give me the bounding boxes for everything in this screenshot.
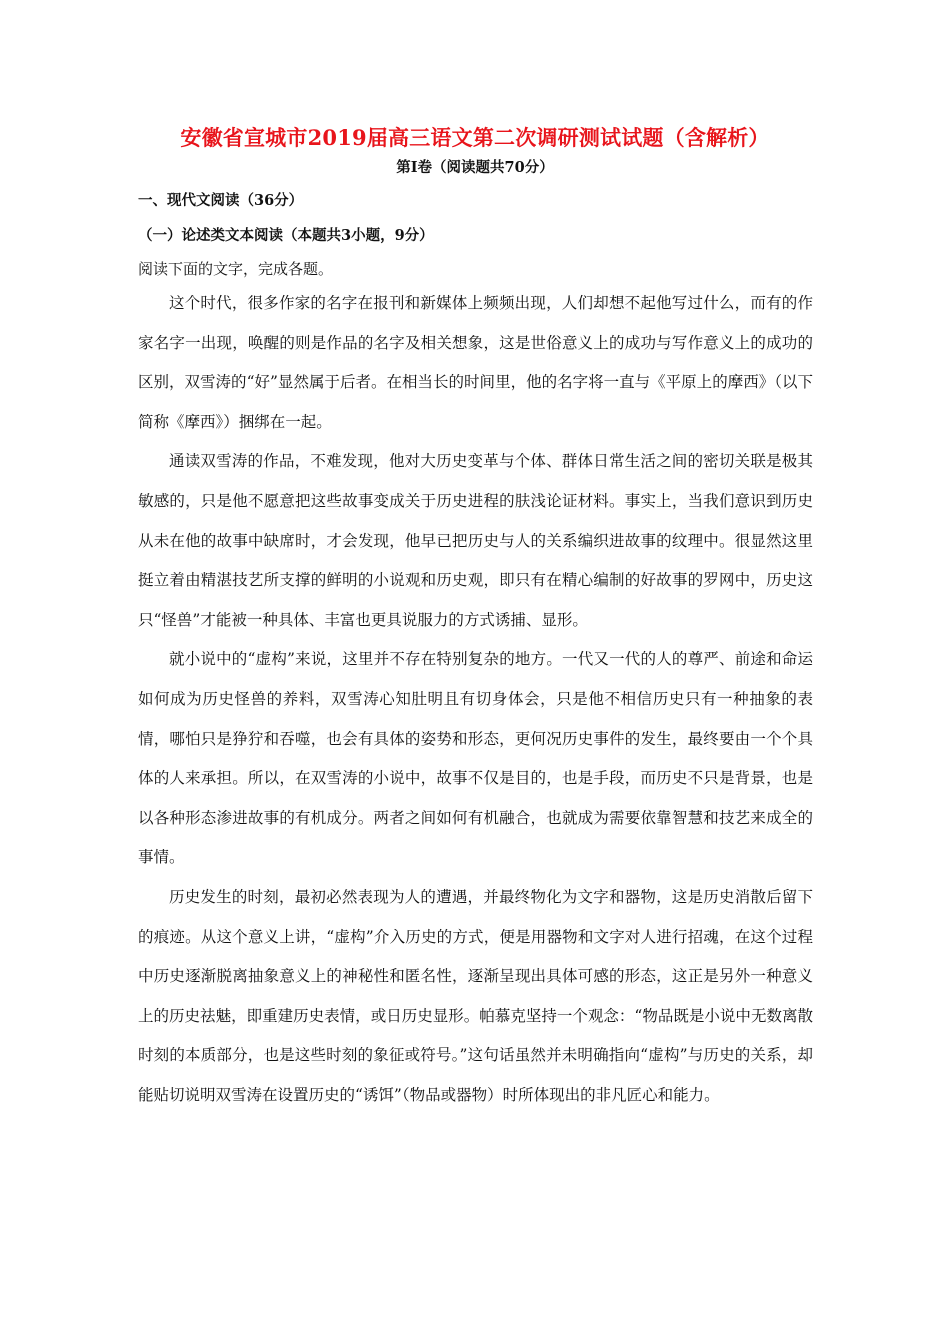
paragraph-2: 通读双雪涛的作品，不难发现，他对大历史变革与个体、群体日常生活之间的密切关联是极其敏感的，只是他不愿意把这些故事变成关于历史进程的肤浅论证材料。事实上，当我们意识到历史从未在他的故事中缺席时，才会发现，他早已把历史与人的关系编织进故事的纹理中。很显然这里挺立着由精湛技艺所支撑的鲜明的小说观和历史观，即只有在精心编制的好故事的罗网中，历史这只“怪兽”才能被一种具体、丰富也更具说服力的方式诱捕、显形。 bbox=[138, 452, 813, 629]
document-title: 安徽省宣城市2019届高三语文第二次调研测试试题（含解析） bbox=[180, 125, 770, 150]
paragraph-4: 历史发生的时刻，最初必然表现为人的遭遇，并最终物化为文字和器物，这是历史消散后留下的痕迹。从这个意义上讲，“虚构”介入历史的方式，便是用器物和文字对人进行招魂，在这个过程中历史逐渐脱离抽象意义上的神秘性和匿名性，逐渐呈现出具体可感的形态，这正是另外一种意义上的历史祛魅，即重建历史表情，或日历史显形。帕慕克坚持一个观念：“物品既是小说中无数离散时刻的本质部分，也是这些时刻的象征或符号。”这句话虽然并未明确指向“虚构”与历史的关系，却能贴切说明双雪涛在设置历史的“诱饵”（物品或器物）时所体现出的非凡匠心和能力。 bbox=[138, 887, 813, 1104]
subsection-heading: （一）论述类文本阅读（本题共3小题，9分） bbox=[138, 227, 434, 244]
paragraph-1: 这个时代，很多作家的名字在报刊和新媒体上频频出现，人们却想不起他写过什么，而有的作家名字一出现，唤醒的则是作品的名字及相关想象，这是世俗意义上的成功与写作意义上的成功的区别，双雪涛的“好”显然属于后者。在相当长的时间里，他的名字将一直与《平原上的摩西》（以下简称《摩西》）捆绑在一起。 bbox=[138, 294, 813, 431]
paragraph-3: 就小说中的“虚构”来说，这里并不存在特别复杂的地方。一代又一代的人的尊严、前途和命运如何成为历史怪兽的养料，双雪涛心知肚明且有切身体会，只是他不相信历史只有一种抽象的表情，哪怕只是狰狞和吞噬，也会有具体的姿势和形态，更何况历史事件的发生，最终要由一个个具体的人来承担。所以，在双雪涛的小说中，故事不仅是目的，也是手段，而历史不只是背景，也是以各种形态渗进故事的有机成分。两者之间如何有机融合，也就成为需要依靠智慧和技艺来成全的事情。 bbox=[138, 650, 813, 867]
instruction-text: 阅读下面的文字，完成各题。 bbox=[138, 260, 334, 278]
article-body bbox=[138, 284, 813, 1115]
section-heading: 一、现代文阅读（36分） bbox=[138, 192, 304, 209]
document-subtitle: 第I卷（阅读题共70分） bbox=[396, 159, 554, 176]
